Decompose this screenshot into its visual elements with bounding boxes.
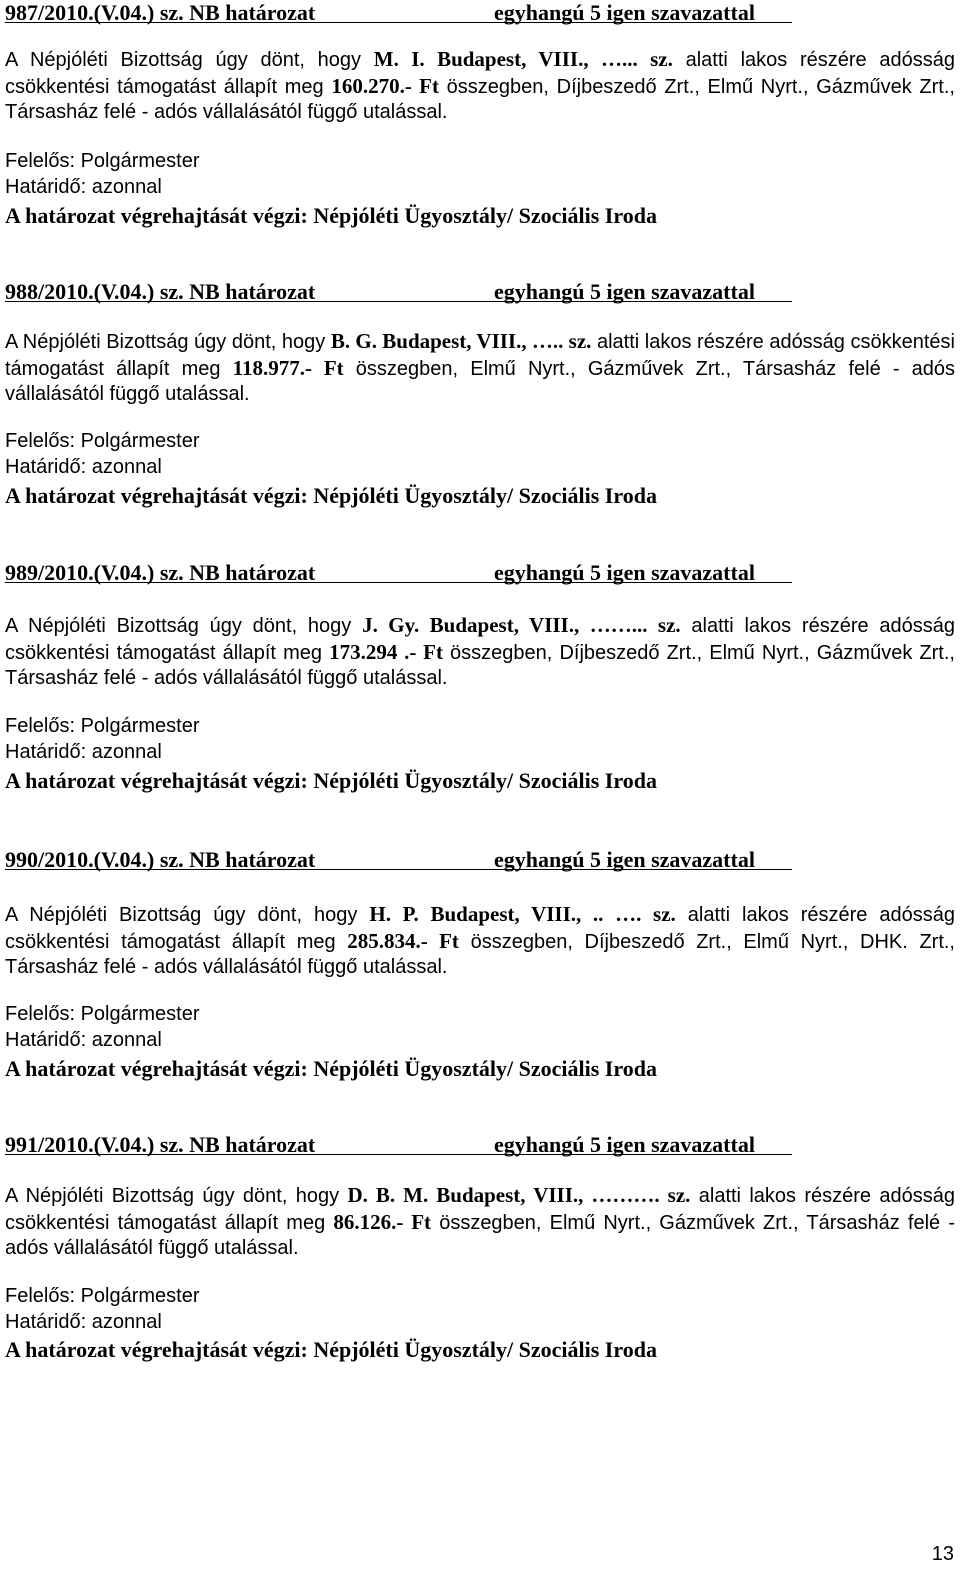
- resolution-987: [5, 0, 956, 228]
- executor: A határozat végrehajtását végzi: Népjóléti Ügyosztály/ Szociális Iroda: [5, 1056, 657, 1081]
- vote-result: egyhangú 5 igen szavazattal: [494, 279, 755, 304]
- responsible: Felelős: Polgármester: [5, 150, 200, 172]
- responsible: Felelős: Polgármester: [5, 715, 200, 737]
- deadline: Határidő: azonnal: [5, 456, 162, 478]
- resolution-number: 991/2010.(V.04.) sz. NB határozat: [5, 1132, 316, 1157]
- beneficiary: J. Gy. Budapest, VIII., ……... sz.: [362, 613, 681, 637]
- amount: 173.294 .- Ft: [329, 639, 443, 664]
- vote-result: egyhangú 5 igen szavazattal: [494, 847, 755, 872]
- resolution-989: [5, 560, 955, 793]
- deadline: Határidő: azonnal: [5, 1029, 162, 1051]
- executor: A határozat végrehajtását végzi: Népjóléti Ügyosztály/ Szociális Iroda: [5, 203, 657, 228]
- responsible: Felelős: Polgármester: [5, 1285, 200, 1307]
- amount: 86.126.- Ft: [333, 1209, 432, 1234]
- resolution-text: A Népjóléti Bizottság úgy dönt, hogy B. G. Budapest, VIII., ….. sz. alatti lakos részére adósság csökkentési támogatást állapít meg 118.977.- Ft összegben, Elmű Nyrt., Gázművek Zrt., Társasház felé - adós vállalásától függő utalással.: [5, 329, 956, 405]
- vote-result: egyhangú 5 igen szavazattal: [494, 0, 755, 25]
- resolution-header: [5, 560, 955, 586]
- beneficiary: H. P. Budapest, VIII., .. …. sz.: [369, 902, 676, 926]
- vote-result: egyhangú 5 igen szavazattal: [494, 560, 755, 585]
- beneficiary: B. G. Budapest, VIII., ….. sz.: [330, 329, 592, 353]
- responsible: Felelős: Polgármester: [5, 1003, 200, 1025]
- responsible: Felelős: Polgármester: [5, 430, 200, 452]
- resolution-988: [5, 279, 956, 508]
- executor: A határozat végrehajtását végzi: Népjóléti Ügyosztály/ Szociális Iroda: [5, 768, 657, 793]
- resolution-header: [5, 0, 955, 26]
- amount: 160.270.- Ft: [331, 73, 440, 98]
- resolution-number: 989/2010.(V.04.) sz. NB határozat: [5, 560, 316, 585]
- resolution-991: [5, 1132, 955, 1362]
- deadline: Határidő: azonnal: [5, 176, 162, 198]
- resolution-number: 988/2010.(V.04.) sz. NB határozat: [5, 279, 316, 304]
- deadline: Határidő: azonnal: [5, 741, 162, 763]
- beneficiary: M. I. Budapest, VIII., …... sz.: [373, 47, 673, 71]
- amount: 285.834.- Ft: [347, 928, 459, 953]
- executor: A határozat végrehajtását végzi: Népjóléti Ügyosztály/ Szociális Iroda: [5, 1337, 657, 1362]
- resolution-number: 987/2010.(V.04.) sz. NB határozat: [5, 0, 316, 25]
- resolution-header: [5, 847, 955, 873]
- resolution-text: A Népjóléti Bizottság úgy dönt, hogy M. I. Budapest, VIII., …... sz. alatti lakos részére adósság csökkentési támogatást állapít meg 160.270.- Ft összegben, Díjbeszedő Zrt., Elmű Nyrt., Gázművek Zrt., Társasház felé - adós vállalásától függő utalással.: [5, 47, 956, 123]
- deadline: Határidő: azonnal: [5, 1311, 162, 1333]
- amount: 118.977.- Ft: [232, 355, 344, 380]
- beneficiary: D. B. M. Budapest, VIII., ………. sz.: [347, 1183, 691, 1207]
- vote-result: egyhangú 5 igen szavazattal: [494, 1132, 755, 1157]
- page-number: 13: [931, 1543, 954, 1565]
- resolution-990: [5, 847, 956, 1081]
- resolution-text: A Népjóléti Bizottság úgy dönt, hogy H. P. Budapest, VIII., .. …. sz. alatti lakos részére adósság csökkentési támogatást állapít meg 285.834.- Ft összegben, Díjbeszedő Zrt., Elmű Nyrt., DHK. Zrt., Társasház felé - adós vállalásától függő utalással.: [5, 902, 956, 978]
- resolution-header: [5, 1132, 955, 1158]
- resolution-header: [5, 279, 955, 305]
- resolution-text: A Népjóléti Bizottság úgy dönt, hogy D. B. M. Budapest, VIII., ………. sz. alatti lakos részére adósság csökkentési támogatást állapít meg 86.126.- Ft összegben, Elmű Nyrt., Gázművek Zrt., Társasház felé - adós vállalásától függő utalással.: [5, 1183, 955, 1259]
- resolution-number: 990/2010.(V.04.) sz. NB határozat: [5, 847, 316, 872]
- resolution-text: A Népjóléti Bizottság úgy dönt, hogy J. Gy. Budapest, VIII., ……... sz. alatti lakos részére adósság csökkentési támogatást állapít meg 173.294 .- Ft összegben, Díjbeszedő Zrt., Elmű Nyrt., Gázművek Zrt., Társasház felé - adós vállalásától függő utalással.: [5, 613, 955, 689]
- executor: A határozat végrehajtását végzi: Népjóléti Ügyosztály/ Szociális Iroda: [5, 483, 657, 508]
